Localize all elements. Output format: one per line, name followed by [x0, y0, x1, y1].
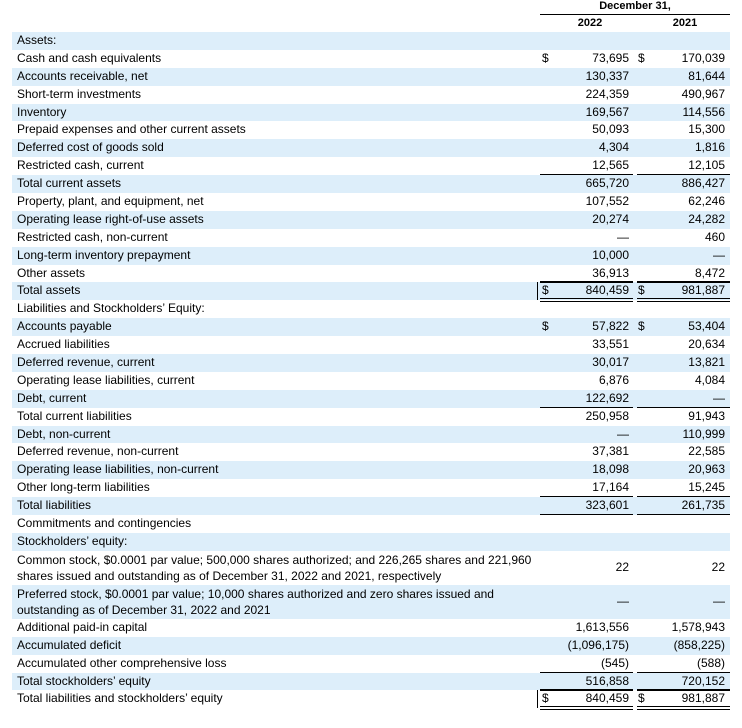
value-2021: 62,246 — [688, 194, 725, 209]
value-2022: 50,093 — [592, 122, 629, 137]
currency-symbol-2022: $ — [542, 50, 549, 65]
row-label: Accrued liabilities — [17, 337, 110, 352]
row-label: Deferred revenue, non-current — [17, 444, 179, 459]
row-label: Total stockholders’ equity — [17, 673, 151, 688]
value-2021: 22,585 — [688, 444, 725, 459]
table-row — [12, 68, 730, 86]
table-row — [12, 551, 730, 585]
table-row — [12, 282, 730, 300]
value-2021: 4,084 — [694, 372, 725, 387]
table-row — [12, 426, 730, 444]
row-label: Stockholders’ equity: — [17, 533, 128, 548]
table-row — [12, 619, 730, 637]
value-2022: 12,565 — [592, 158, 629, 173]
value-2021: 114,556 — [682, 104, 725, 119]
value-2022: 6,876 — [598, 372, 629, 387]
table-row — [12, 300, 730, 318]
value-2021: (858,225) — [673, 637, 725, 652]
value-2022: 107,552 — [585, 194, 629, 209]
value-2022: 10,000 — [592, 247, 629, 262]
value-2022: — — [617, 426, 629, 441]
value-2021: 20,963 — [688, 462, 725, 477]
table-row — [12, 86, 730, 104]
value-2022: 250,958 — [585, 408, 629, 423]
value-2021: — — [713, 390, 725, 405]
value-2022: 169,567 — [585, 104, 629, 119]
value-2022: 30,017 — [592, 355, 629, 370]
value-2022: 840,459 — [585, 283, 629, 298]
value-2022: 665,720 — [585, 176, 629, 191]
value-2021: 12,105 — [688, 158, 725, 173]
value-2022: — — [617, 593, 629, 608]
value-2021: 170,039 — [681, 50, 725, 65]
row-label: Accounts payable — [17, 319, 112, 334]
table-row — [12, 193, 730, 211]
row-label: Deferred cost of goods sold — [17, 140, 164, 155]
value-2022: (1,096,175) — [567, 637, 629, 652]
value-2022: — — [617, 229, 629, 244]
value-2021: — — [713, 593, 725, 608]
value-2021: (588) — [696, 655, 725, 670]
total-double-rule-2021 — [637, 706, 730, 710]
table-row — [12, 336, 730, 354]
table-row — [12, 121, 730, 139]
row-label: Restricted cash, non-current — [17, 229, 168, 244]
value-2021: — — [713, 247, 725, 262]
column-header-2021: 2021 — [672, 17, 698, 29]
row-label: Operating lease liabilities, non-current — [17, 462, 219, 477]
total-top-rule-2022 — [540, 282, 633, 283]
value-2022: 37,381 — [592, 444, 629, 459]
row-label: Liabilities and Stockholders’ Equity: — [17, 301, 205, 316]
currency-symbol-2022: $ — [542, 319, 549, 334]
value-2022: 20,274 — [592, 211, 629, 226]
value-2021: 20,634 — [688, 337, 725, 352]
row-label: Prepaid expenses and other current assets — [17, 122, 246, 137]
table-row — [12, 50, 730, 68]
value-2021: 261,735 — [681, 498, 725, 513]
row-label: Total assets — [17, 283, 81, 298]
value-2021: 13,821 — [688, 355, 725, 370]
value-2022: 18,098 — [592, 462, 629, 477]
value-2021: 22 — [711, 559, 725, 574]
currency-symbol-2022: $ — [542, 283, 549, 298]
currency-symbol-2021: $ — [638, 283, 645, 298]
table-row — [12, 690, 730, 708]
value-2021: 720,152 — [681, 673, 725, 688]
table-row — [12, 533, 730, 551]
table-row — [12, 585, 730, 619]
total-box-edge — [537, 690, 538, 708]
table-row — [12, 265, 730, 283]
value-2021: 81,644 — [688, 68, 725, 83]
table-row — [12, 229, 730, 247]
value-2021: 15,245 — [688, 480, 725, 495]
value-2022: 1,613,556 — [575, 619, 629, 634]
value-2022: 4,304 — [598, 140, 629, 155]
table-row — [12, 655, 730, 673]
row-label: Commitments and contingencies — [17, 516, 192, 531]
value-2021: 490,967 — [681, 86, 725, 101]
table-row — [12, 637, 730, 655]
table-row — [12, 211, 730, 229]
value-2022: 57,822 — [592, 319, 629, 334]
table-row — [12, 479, 730, 497]
value-2021: 110,999 — [682, 426, 725, 441]
value-2021: 981,887 — [681, 283, 725, 298]
table-row — [12, 515, 730, 533]
table-row — [12, 408, 730, 426]
value-2022: 73,695 — [592, 50, 629, 65]
table-row — [12, 354, 730, 372]
row-label: Accumulated other comprehensive loss — [17, 655, 227, 670]
row-label: Property, plant, and equipment, net — [17, 194, 204, 209]
value-2022: 33,551 — [592, 337, 629, 352]
row-label: Accumulated deficit — [17, 637, 122, 652]
row-label: Inventory — [17, 104, 67, 119]
row-label: Total current liabilities — [17, 408, 132, 423]
row-label: Additional paid-in capital — [17, 619, 148, 634]
row-label: Total liabilities and stockholders’ equity — [17, 691, 223, 706]
row-label: Debt, non-current — [17, 426, 111, 441]
table-row — [12, 175, 730, 193]
value-2022: 516,858 — [585, 673, 629, 688]
value-2022: 840,459 — [585, 691, 629, 706]
table-row — [12, 139, 730, 157]
value-2022: 22 — [615, 559, 629, 574]
row-label: Preferred stock, $0.0001 par value; 10,000 shares authorized and zero shares issued and outstanding as of December 31, 2022 and 2021 — [17, 586, 494, 617]
table-row — [12, 673, 730, 691]
column-header-period: December 31, — [599, 0, 671, 12]
value-2022: (545) — [600, 655, 629, 670]
total-double-rule-2022 — [540, 706, 633, 710]
value-2022: 122,692 — [585, 390, 629, 405]
table-row — [12, 247, 730, 265]
table-row — [12, 318, 730, 336]
value-2022: 130,337 — [585, 68, 629, 83]
currency-symbol-2021: $ — [638, 691, 645, 706]
value-2021: 1,578,943 — [671, 619, 725, 634]
table-row — [12, 32, 730, 50]
row-label: Accounts receivable, net — [17, 68, 148, 83]
value-2021: 981,887 — [681, 691, 725, 706]
row-label: Short-term investments — [17, 86, 142, 101]
row-label: Restricted cash, current — [17, 158, 144, 173]
value-2022: 36,913 — [592, 265, 629, 280]
balance-sheet-table — [12, 32, 730, 708]
value-2021: 91,943 — [688, 408, 725, 423]
row-label: Other long-term liabilities — [17, 480, 150, 495]
row-label: Cash and cash equivalents — [17, 50, 162, 65]
row-label: Operating lease liabilities, current — [17, 372, 195, 387]
value-2022: 224,359 — [585, 86, 629, 101]
row-label: Total liabilities — [17, 498, 92, 513]
total-top-rule-2021 — [637, 282, 730, 283]
value-2022: 17,164 — [592, 480, 629, 495]
table-row — [12, 372, 730, 390]
row-label: Deferred revenue, current — [17, 355, 155, 370]
total-top-rule-2022 — [540, 690, 633, 691]
total-box-edge — [537, 282, 538, 300]
currency-symbol-2021: $ — [638, 50, 645, 65]
table-row — [12, 443, 730, 461]
value-2021: 53,404 — [688, 319, 725, 334]
table-row — [12, 390, 730, 408]
value-2021: 886,427 — [681, 176, 725, 191]
column-header-2022: 2022 — [577, 17, 603, 29]
row-label: Long-term inventory prepayment — [17, 247, 191, 262]
value-2021: 1,816 — [694, 140, 725, 155]
table-row — [12, 461, 730, 479]
currency-symbol-2022: $ — [542, 691, 549, 706]
value-2021: 8,472 — [694, 265, 725, 280]
row-label: Total current assets — [17, 176, 122, 191]
value-2022: 323,601 — [585, 498, 629, 513]
row-label: Common stock, $0.0001 par value; 500,000 shares authorized; and 226,265 shares and 221,960 shares issued and outstanding as of December 31, 2022 and 2021, respectively — [17, 552, 532, 583]
table-row — [12, 157, 730, 175]
row-label: Assets: — [17, 33, 57, 47]
currency-symbol-2021: $ — [638, 319, 645, 334]
table-row — [12, 497, 730, 515]
row-label: Other assets — [17, 265, 86, 280]
value-2021: 24,282 — [688, 211, 725, 226]
row-label: Operating lease right-of-use assets — [17, 211, 204, 226]
value-2021: 15,300 — [688, 122, 725, 137]
total-top-rule-2021 — [637, 690, 730, 691]
header-rule-top — [540, 14, 730, 15]
table-row — [12, 104, 730, 122]
row-label: Debt, current — [17, 390, 87, 405]
value-2021: 460 — [704, 229, 725, 244]
